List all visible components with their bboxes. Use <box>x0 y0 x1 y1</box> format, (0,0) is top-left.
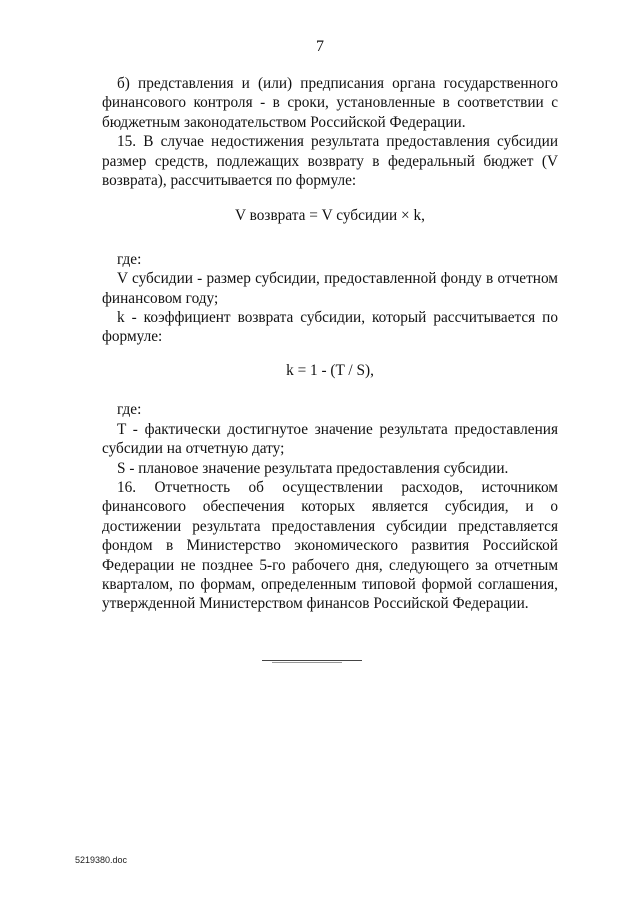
paragraph-b: б) представления и (или) предписания органа государственного финансового контроля - в сроки, установленные в соответствии с бюджетным законодательством Российской Федерации. <box>102 75 558 131</box>
document-code: 5219380.doc <box>75 855 128 865</box>
formula-k: k = 1 - (T / S), <box>286 361 374 379</box>
paragraph-15: 15. В случае недостижения результата предоставления субсидии размер средств, подлежащих возврату в федеральный бюджет (V возврата), рассчитывается по формуле: <box>102 133 558 190</box>
definition-k: k - коэффициент возврата субсидии, который рассчитывается по формуле: <box>102 309 558 346</box>
definition-v-subsidy: V субсидии - размер субсидии, предоставленной фонду в отчетном финансовом году; <box>102 270 558 307</box>
page-number: 7 <box>316 38 324 55</box>
where-label-1: где: <box>117 250 142 268</box>
where-label-2: где: <box>117 401 142 419</box>
definition-s: S - плановое значение результата предоставления субсидии. <box>117 459 509 477</box>
document-body <box>102 74 558 614</box>
paragraph-16: 16. Отчетность об осуществлении расходов, источником финансового обеспечения которых является субсидия, и о достижении результата предоставления субсидии представляется фондом в Министерство экономического развития Российской Федерации не позднее 5-го рабочего дня, следующего за отчетным кварталом, по формам, определенным типовой формой соглашения, утвержденной Министерством финансов Российской Федерации. <box>102 478 558 613</box>
definition-t: T - фактически достигнутое значение результата предоставления субсидии на отчетную дату; <box>102 420 558 458</box>
end-of-text-divider <box>262 660 362 661</box>
formula-v-return: V возврата = V субсидии × k, <box>235 207 425 225</box>
